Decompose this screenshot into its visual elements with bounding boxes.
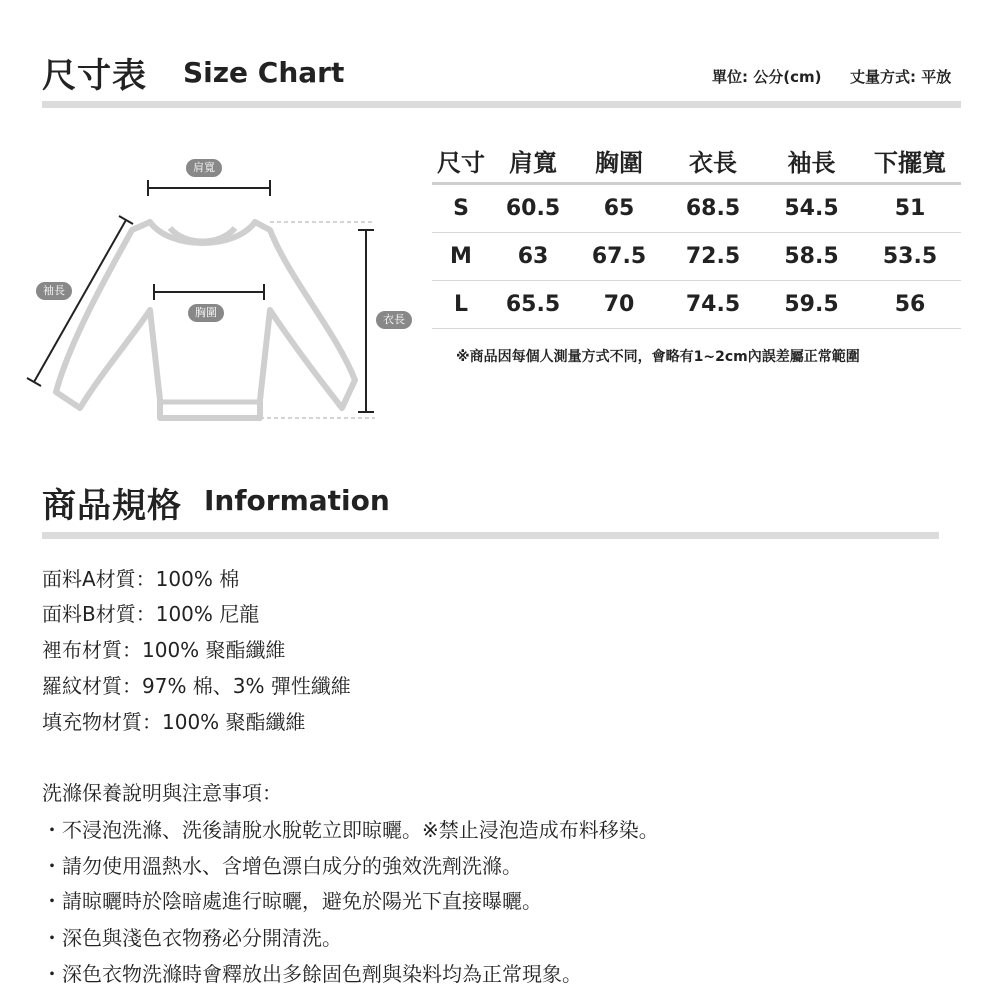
size-chart-divider [42,101,961,108]
info-title: 商品規格 [42,486,182,526]
header-cell: 下擺寬 [859,138,961,184]
size-table-header [432,138,961,184]
header-cell: 尺寸 [432,138,490,184]
table-cell: 51 [859,184,961,233]
header-cell: 胸圍 [576,138,662,184]
table-row [432,184,961,233]
table-cell: 68.5 [662,184,764,233]
method-label: 丈量方式: 平放 [850,68,952,86]
table-cell: 59.5 [764,281,859,329]
size-table [432,138,961,329]
table-cell: 60.5 [490,184,576,233]
care-item: ・請晾曬時於陰暗處進行晾曬，避免於陽光下直接曝曬。 [42,889,542,913]
shoulder-tag: 肩寬 [186,159,222,177]
spec-line: 裡布材質：100% 聚酯纖維 [42,638,286,662]
table-cell: 70 [576,281,662,329]
spec-line: 面料B材質：100% 尼龍 [42,602,260,626]
header-cell: 肩寬 [490,138,576,184]
measurement-note: ※商品因每個人測量方式不同，會略有1~2cm內誤差屬正常範圍 [456,349,860,365]
table-cell: 58.5 [764,233,859,281]
table-cell: 67.5 [576,233,662,281]
table-row [432,281,961,329]
table-cell: 54.5 [764,184,859,233]
length-tag: 衣長 [376,311,412,329]
care-item: ・不浸泡洗滌、洗後請脫水脫乾立即晾曬。※禁止浸泡造成布料移染。 [42,818,659,842]
spec-line: 填充物材質：100% 聚酯纖維 [42,710,306,734]
table-cell: L [432,281,490,329]
table-cell: 72.5 [662,233,764,281]
unit-label: 單位: 公分(cm) [712,68,822,86]
table-cell: 74.5 [662,281,764,329]
spec-line: 羅紋材質：97% 棉、3% 彈性纖維 [42,674,351,698]
table-cell: 65 [576,184,662,233]
table-cell: 56 [859,281,961,329]
table-cell: S [432,184,490,233]
care-item: ・深色與淺色衣物務必分開清洗。 [42,926,342,950]
sleeve-tag: 袖長 [36,282,72,300]
chest-tag: 胸圍 [188,304,224,322]
spec-line: 面料A材質：100% 棉 [42,567,240,591]
table-row [432,233,961,281]
care-title: 洗滌保養說明與注意事項： [42,781,282,805]
table-cell: 63 [490,233,576,281]
table-cell: M [432,233,490,281]
table-cell: 65.5 [490,281,576,329]
care-item: ・深色衣物洗滌時會釋放出多餘固色劑與染料均為正常現象。 [42,962,582,986]
header-cell: 衣長 [662,138,764,184]
care-item: ・請勿使用溫熱水、含增色漂白成分的強效洗劑洗滌。 [42,854,522,878]
header-cell: 袖長 [764,138,859,184]
info-divider [42,532,939,539]
size-chart-title: 尺寸表 [42,56,147,96]
size-chart-title-en: Size Chart [183,56,345,89]
table-cell: 53.5 [859,233,961,281]
info-title-en: Information [204,484,390,517]
sweater-diagram [20,150,430,440]
